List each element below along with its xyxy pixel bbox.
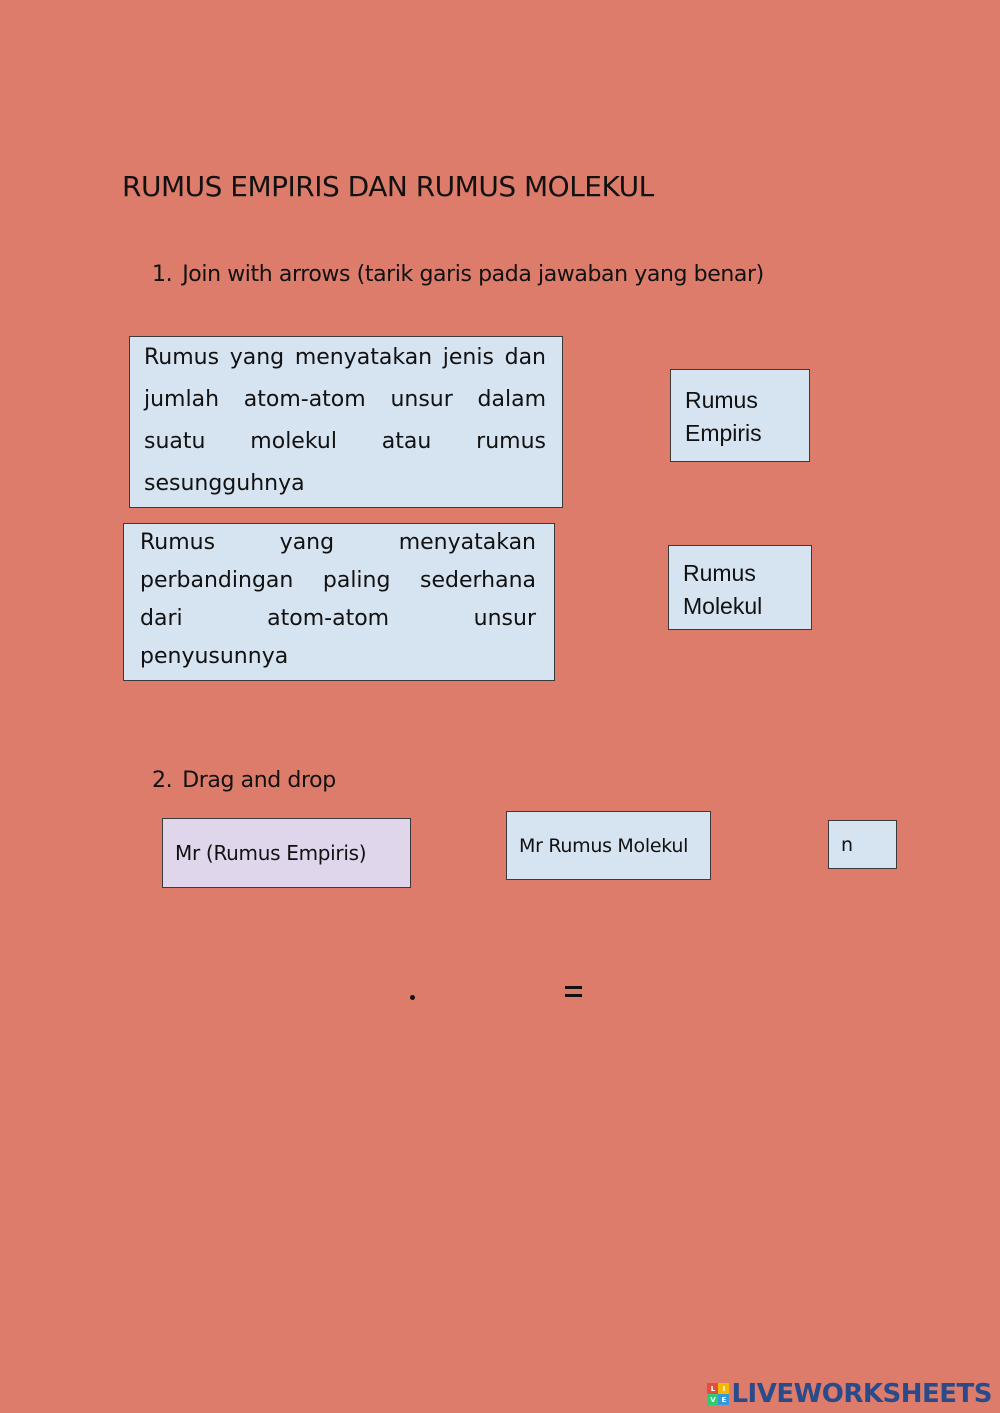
question-1-number: 1. (152, 262, 173, 287)
question-2-text: Drag and drop (182, 768, 336, 793)
definition-box-1[interactable] (129, 336, 563, 508)
question-1-heading (152, 262, 764, 287)
drag-card-mr-rumus-molekul[interactable]: Mr Rumus Molekul (506, 811, 711, 880)
liveworksheets-logo-text: LIVEWORKSHEETS (731, 1379, 992, 1409)
drag-card-n[interactable]: n (828, 820, 897, 869)
question-2-number: 2. (152, 768, 173, 793)
logo-icon-tile-v: V (707, 1394, 718, 1405)
question-2-heading (152, 768, 336, 793)
equals-symbol (565, 986, 582, 998)
term-2-line-1: Rumus (683, 560, 756, 586)
definition-text-2: Rumus yang menyatakan perbandingan paling sederhana dari atom-atom unsur penyusunnya (140, 530, 536, 669)
question-1-text: Join with arrows (tarik garis pada jawaban yang benar) (182, 262, 764, 287)
term-1-line-1: Rumus (685, 387, 758, 413)
term-1-line-2: Empiris (685, 420, 762, 446)
term-2-line-2: Molekul (683, 593, 763, 619)
multiply-dot-symbol (410, 995, 415, 1000)
drag-card-mr-rumus-empiris[interactable]: Mr (Rumus Empiris) (162, 818, 411, 888)
term-box-rumus-molekul[interactable] (668, 545, 812, 630)
liveworksheets-logo[interactable] (707, 1378, 992, 1410)
page-title: RUMUS EMPIRIS DAN RUMUS MOLEKUL (122, 170, 654, 203)
liveworksheets-logo-icon (707, 1383, 729, 1405)
logo-icon-tile-e: E (718, 1394, 729, 1405)
term-box-rumus-empiris[interactable] (670, 369, 810, 462)
definition-text-1: Rumus yang menyatakan jenis dan jumlah atom-atom unsur dalam suatu molekul atau rumus sesungguhnya (144, 345, 546, 496)
logo-icon-tile-l: L (707, 1383, 718, 1394)
logo-icon-tile-i: I (718, 1383, 729, 1394)
definition-box-2[interactable] (123, 523, 555, 681)
